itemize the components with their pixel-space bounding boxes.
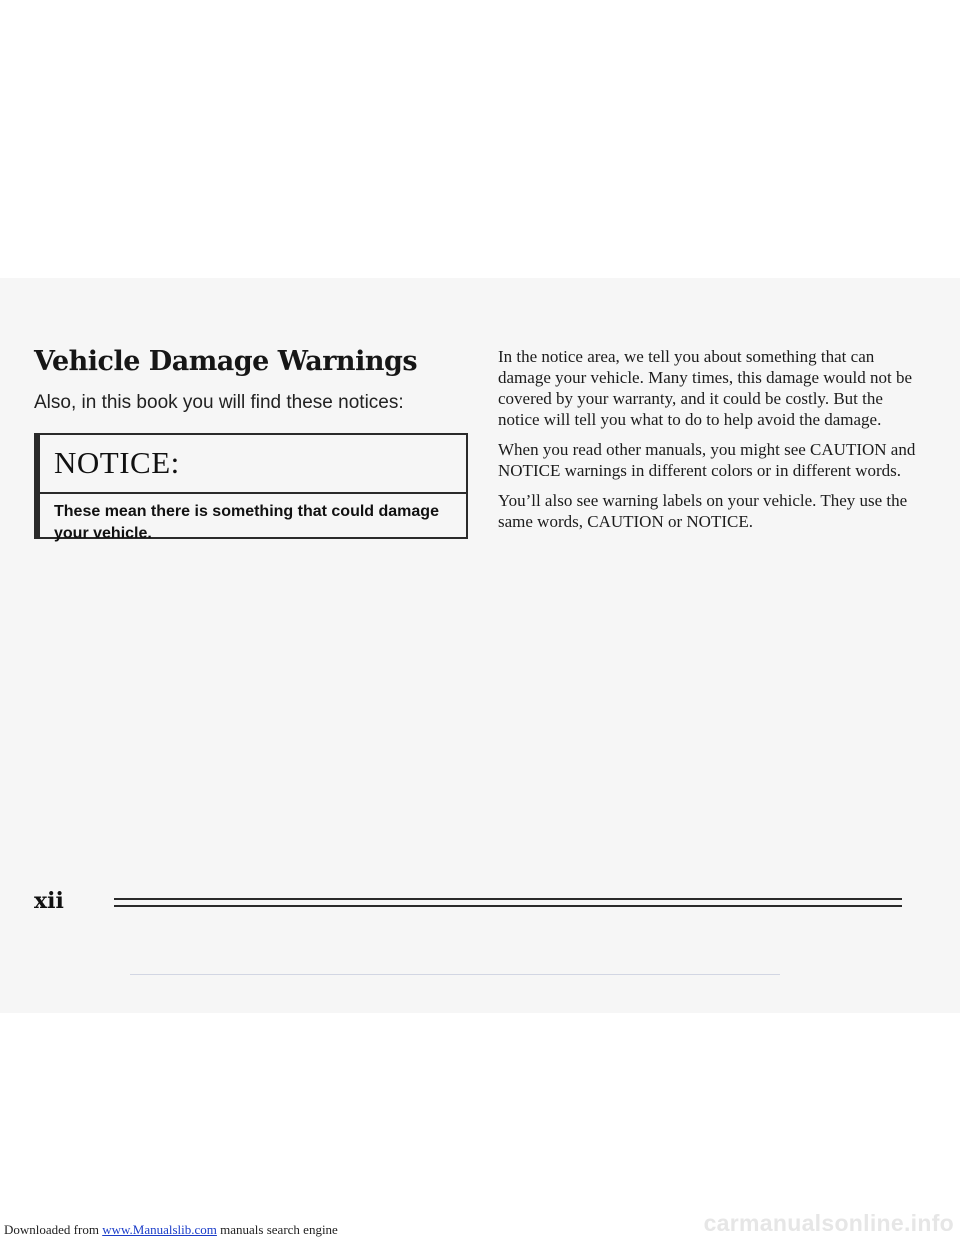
notice-body: These mean there is something that could damage your vehicle. [54, 503, 439, 542]
download-prefix: Downloaded from [4, 1222, 103, 1237]
right-column [498, 346, 918, 541]
manualslib-link[interactable]: www.Manualslib.com [102, 1222, 217, 1237]
paragraph-notice-area: In the notice area, we tell you about something that can damage your vehicle. Many times, this damage would not be covered by your warranty, and it could be costly. But the notice will tell you what to do to help avoid the damage. [498, 347, 913, 429]
notice-divider [36, 492, 466, 494]
notice-title: NOTICE: [54, 445, 180, 480]
paragraph-other-manuals: When you read other manuals, you might see CAUTION and NOTICE warnings in different colors or in different words. [498, 440, 916, 480]
download-banner [4, 1222, 338, 1238]
watermark-text: carmanualsonline.info [703, 1210, 954, 1236]
notice-left-bar [36, 435, 40, 537]
page-number: xii [34, 888, 64, 914]
paragraph-warning-labels: You’ll also see warning labels on your vehicle. They use the same words, CAUTION or NOTICE. [498, 491, 908, 531]
intro-text: Also, in this book you will find these notices: [34, 392, 404, 413]
download-suffix: manuals search engine [216, 1222, 338, 1237]
footer-double-rule [114, 898, 902, 907]
notice-box [34, 433, 468, 542]
scan-artifact-line [130, 974, 780, 975]
section-heading: Vehicle Damage Warnings [34, 346, 418, 377]
